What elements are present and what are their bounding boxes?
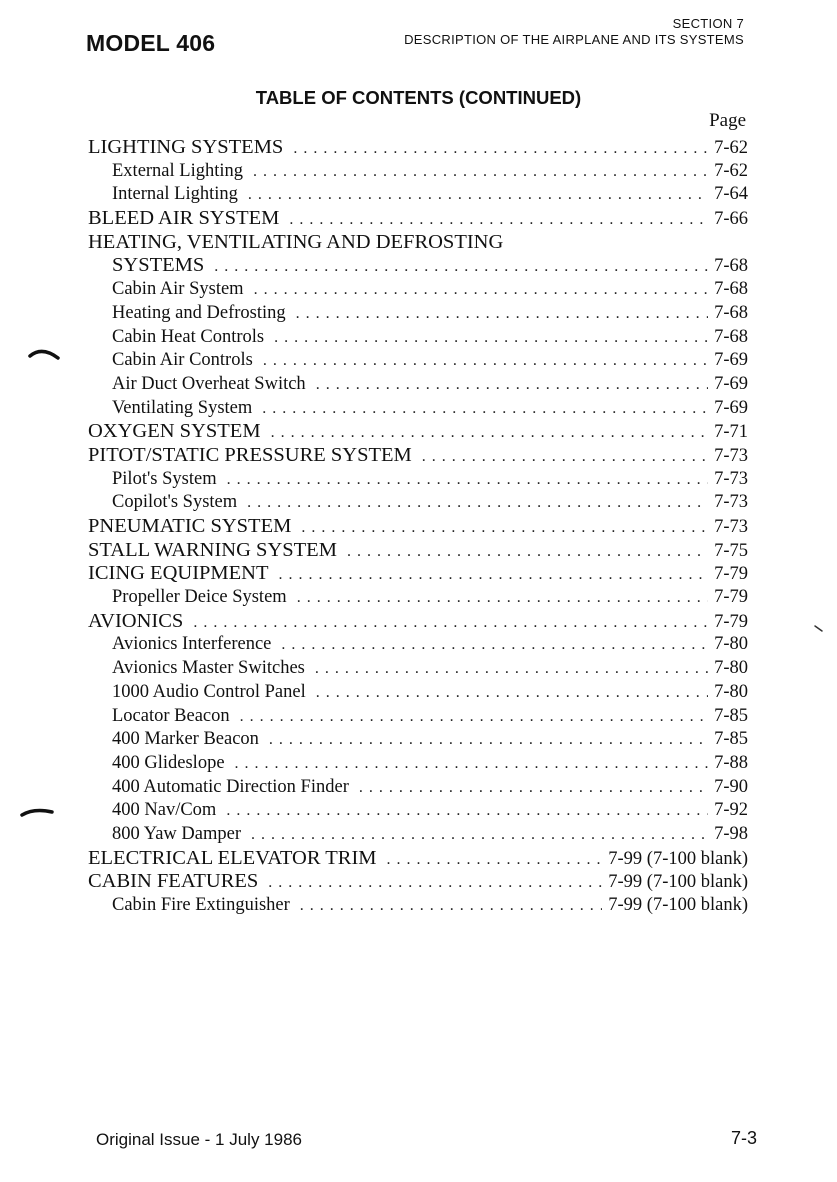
toc-entry-page: 7-66: [714, 209, 748, 230]
toc-entry-label: OXYGEN SYSTEM: [88, 420, 261, 443]
leader-dots: [226, 799, 708, 823]
leader-dots: [271, 421, 709, 445]
toc-entry-label: Propeller Deice System: [112, 587, 287, 608]
toc-entry-page: 7-68: [714, 302, 748, 323]
page-number: 7-3: [730, 1128, 757, 1148]
leader-dots: [253, 160, 708, 184]
leader-dots: [235, 752, 709, 776]
toc-entry-page: 7-69: [714, 350, 748, 371]
toc-entry-page: 7-69: [714, 373, 748, 394]
leader-dots: [316, 681, 708, 705]
toc-entry: [88, 870, 748, 894]
toc-entry: [88, 349, 748, 373]
toc-entry: [88, 491, 748, 515]
toc-entry-label: Avionics Master Switches: [112, 658, 305, 679]
toc-entry-label: Ventilating System: [112, 397, 253, 418]
toc-entry-label: Cabin Fire Extinguisher: [112, 895, 290, 915]
toc-entry-label: Cabin Air Controls: [112, 350, 253, 371]
toc-entry-page: 7-80: [714, 658, 748, 679]
revision-bar-mark: [20, 804, 56, 820]
revision-bar-mark: [28, 346, 64, 364]
toc-entry: [88, 894, 748, 918]
toc-entry: [88, 586, 748, 610]
toc-title: TABLE OF CONTENTS (CONTINUED): [255, 87, 582, 108]
toc-entry: [88, 444, 748, 468]
leader-dots: [301, 516, 708, 540]
toc-entry-page: 7-62: [714, 160, 748, 181]
toc-entry-label: Cabin Heat Controls: [112, 326, 265, 347]
leader-dots: [316, 373, 708, 397]
toc-entry: [88, 278, 748, 302]
toc-entry-label: Cabin Air System: [112, 279, 244, 300]
toc-entry-page: 7-99 (7-100 blank): [608, 872, 748, 893]
toc-entry-page: 7-73: [714, 445, 748, 466]
scan-speck-mark: [814, 624, 824, 634]
page-column-label: Page: [709, 110, 746, 131]
toc-entry: [88, 657, 748, 681]
toc-entry: [88, 207, 748, 231]
toc-entry-page: 7-62: [714, 138, 748, 158]
toc-entry: [88, 847, 748, 871]
toc-entry: [88, 799, 748, 823]
toc-entry-page: 7-71: [714, 422, 748, 443]
toc-entry: [88, 728, 748, 752]
model-title: MODEL 406: [86, 30, 216, 56]
toc-entry: [88, 231, 748, 255]
toc-entry-label: AVIONICS: [88, 609, 184, 632]
toc-entry-page: 7-69: [714, 397, 748, 418]
toc-entry-page: 7-68: [714, 256, 748, 277]
toc-entry: [88, 183, 748, 207]
leader-dots: [279, 563, 709, 587]
leader-dots: [268, 871, 602, 895]
toc-entry-label: 400 Glideslope: [112, 752, 225, 773]
leader-dots: [214, 255, 708, 279]
toc-entry-page: 7-73: [714, 517, 748, 537]
toc-entry: [88, 610, 748, 634]
toc-entry-label: Heating and Defrosting: [112, 302, 286, 323]
leader-dots: [315, 657, 708, 681]
leader-dots: [293, 137, 708, 161]
toc-entry-label: LIGHTING SYSTEMS: [88, 136, 284, 158]
toc-entry: [88, 752, 748, 776]
leader-dots: [251, 823, 708, 847]
toc-entry: [88, 420, 748, 444]
toc-entry-label: External Lighting: [112, 160, 244, 181]
leader-dots: [263, 349, 708, 373]
toc-entry-page: 7-73: [714, 492, 748, 513]
toc-entry-page: 7-99 (7-100 blank): [608, 848, 748, 869]
leader-dots: [289, 208, 708, 232]
leader-dots: [262, 397, 708, 421]
toc-entry-label: ELECTRICAL ELEVATOR TRIM: [88, 846, 377, 869]
leader-dots: [297, 586, 708, 610]
toc-entry: [88, 302, 748, 326]
toc-entry: [88, 136, 748, 160]
toc-entry-page: 7-64: [714, 184, 748, 205]
leader-dots: [254, 278, 709, 302]
toc-list: [88, 136, 748, 918]
toc-entry-page: 7-99 (7-100 blank): [608, 895, 748, 915]
toc-entry-label: ICING EQUIPMENT: [88, 562, 269, 585]
leader-dots: [422, 445, 708, 469]
toc-entry-page: 7-68: [714, 326, 748, 347]
toc-entry-label: 1000 Audio Control Panel: [112, 681, 306, 702]
issue-date: Original Issue - 1 July 1986: [96, 1130, 302, 1149]
leader-dots: [193, 611, 708, 635]
toc-entry: [88, 326, 748, 350]
section-number: SECTION 7: [672, 16, 744, 31]
toc-entry-label: Air Duct Overheat Switch: [112, 373, 306, 394]
toc-entry-label: 400 Automatic Direction Finder: [112, 776, 349, 797]
toc-entry: [88, 705, 748, 729]
toc-entry-page: 7-79: [714, 587, 748, 608]
toc-entry-page: 7-98: [714, 823, 748, 844]
leader-dots: [248, 183, 708, 207]
toc-entry-page: 7-79: [714, 611, 748, 632]
toc-entry-page: 7-92: [714, 800, 748, 821]
toc-entry-page: 7-75: [714, 540, 748, 561]
leader-dots: [240, 705, 708, 729]
section-description: DESCRIPTION OF THE AIRPLANE AND ITS SYSTEMS: [404, 32, 744, 47]
toc-entry-page: 7-73: [714, 468, 748, 489]
toc-entry: [88, 397, 748, 421]
toc-entry: [88, 633, 748, 657]
toc-entry-label: Avionics Interference: [112, 634, 272, 655]
toc-entry-page: 7-85: [714, 729, 748, 750]
leader-dots: [296, 302, 708, 326]
toc-entry: [88, 823, 748, 847]
leader-dots: [247, 491, 708, 515]
toc-entry: [88, 776, 748, 800]
toc-entry-label: Internal Lighting: [112, 184, 238, 205]
leader-dots: [300, 894, 602, 918]
toc-entry-label: Pilot's System: [112, 468, 217, 489]
toc-entry: [88, 515, 748, 539]
toc-entry-page: 7-88: [714, 752, 748, 773]
toc-entry-label: HEATING, VENTILATING AND DEFROSTING: [88, 230, 504, 253]
toc-entry-label: PITOT/STATIC PRESSURE SYSTEM: [88, 443, 412, 466]
toc-entry: [88, 681, 748, 705]
leader-dots: [227, 468, 708, 492]
toc-entry-label: STALL WARNING SYSTEM: [88, 538, 337, 561]
toc-entry: [88, 539, 748, 563]
toc-entry-label: Copilot's System: [112, 492, 238, 513]
toc-entry-page: 7-85: [714, 705, 748, 726]
toc-entry: [88, 468, 748, 492]
toc-entry: [88, 254, 748, 278]
leader-dots: [359, 776, 708, 800]
toc-entry: [88, 160, 748, 184]
toc-entry-label: Locator Beacon: [112, 705, 230, 726]
toc-entry-label: 400 Nav/Com: [112, 800, 217, 821]
toc-entry-label: CABIN FEATURES: [88, 870, 259, 893]
leader-dots: [269, 728, 708, 752]
toc-entry-page: 7-80: [714, 681, 748, 702]
toc-entry-page: 7-80: [714, 634, 748, 655]
toc-entry-page: 7-90: [714, 776, 748, 797]
leader-dots: [347, 540, 708, 564]
toc-entry-page: 7-68: [714, 279, 748, 300]
section-header: [404, 16, 744, 48]
toc-entry-label: 400 Marker Beacon: [112, 729, 259, 750]
toc-entry-label: BLEED AIR SYSTEM: [88, 207, 280, 230]
toc-entry-label: SYSTEMS: [112, 254, 205, 277]
leader-dots: [387, 848, 603, 872]
toc-entry-label: 800 Yaw Damper: [112, 823, 241, 844]
toc-entry-label: PNEUMATIC SYSTEM: [88, 515, 292, 537]
toc-entry-page: 7-79: [714, 564, 748, 585]
leader-dots: [281, 633, 708, 657]
toc-entry: [88, 562, 748, 586]
toc-entry: [88, 373, 748, 397]
leader-dots: [274, 326, 708, 350]
